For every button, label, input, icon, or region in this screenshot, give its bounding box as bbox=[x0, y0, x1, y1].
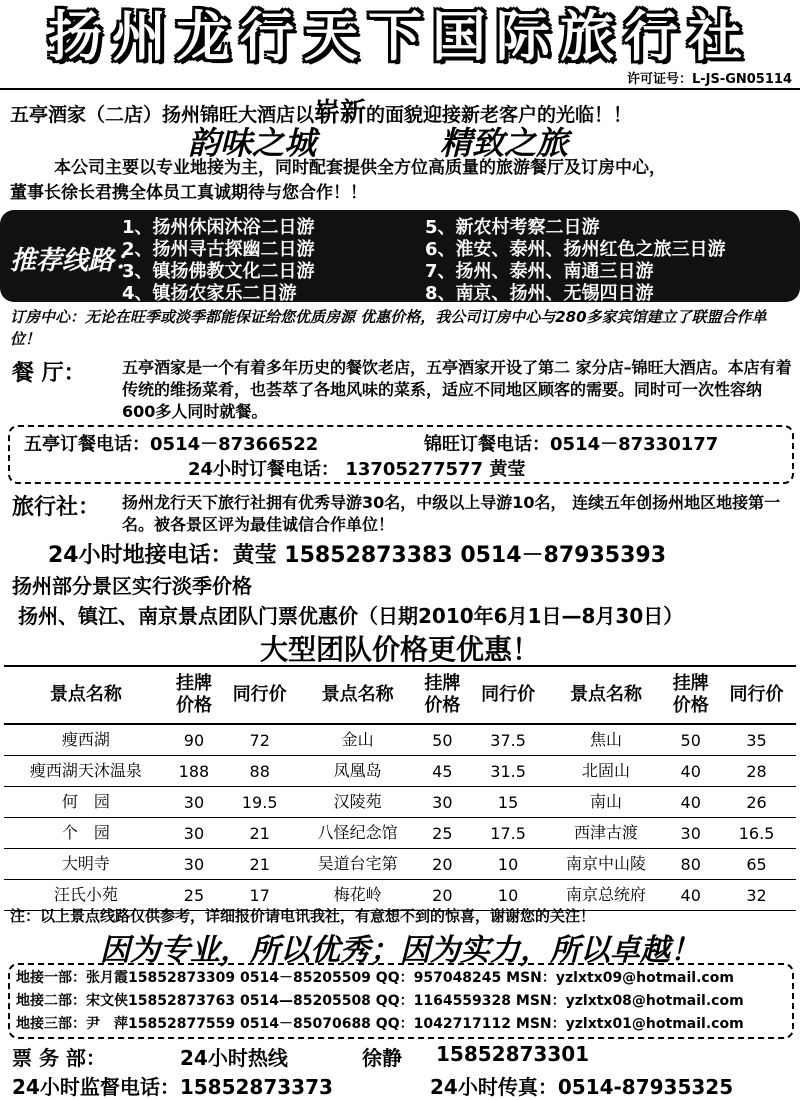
listed-price: 30 bbox=[664, 818, 717, 849]
route-item: 1、扬州休闲沐浴二日游 bbox=[122, 217, 315, 238]
scenic-spot-name: 大明寺 bbox=[4, 849, 168, 880]
listed-price: 30 bbox=[416, 787, 469, 818]
contact-row: 地接二部：宋文侠15852873763 0514—85205508 QQ：1164559328 MSN：yzlxtx08@hotmail.com bbox=[16, 993, 744, 1009]
table-row bbox=[4, 756, 796, 787]
ticket-contact-name: 徐静 bbox=[362, 1046, 402, 1070]
contact-box bbox=[8, 963, 794, 1039]
col-header: 景点名称 bbox=[299, 666, 416, 724]
intro-paragraph-1: 本公司主要以专业地接为主，同时配套提供全方位高质量的旅游餐厅及订房中心， bbox=[54, 158, 666, 178]
offseason-subheading: 扬州、镇江、南京景点团队门票优惠价（日期2010年6月1日—8月30日） bbox=[18, 604, 684, 628]
price-table-header bbox=[4, 666, 796, 724]
listed-price: 50 bbox=[416, 724, 469, 756]
scenic-spot-name: 北固山 bbox=[548, 756, 665, 787]
slogan-right: 精致之旅 bbox=[440, 124, 569, 162]
col-header: 景点名称 bbox=[548, 666, 665, 724]
col-header: 同行价 bbox=[220, 666, 299, 724]
route-item: 7、扬州、泰州、南通三日游 bbox=[425, 261, 654, 282]
col-header: 同行价 bbox=[717, 666, 796, 724]
peer-price: 16.5 bbox=[717, 818, 796, 849]
peer-price: 35 bbox=[717, 724, 796, 756]
listed-price: 25 bbox=[416, 818, 469, 849]
scenic-spot-name: 焦山 bbox=[548, 724, 665, 756]
col-header: 挂牌 价格 bbox=[664, 666, 717, 724]
route-item: 5、新农村考察二日游 bbox=[425, 217, 600, 238]
col-header: 同行价 bbox=[469, 666, 548, 724]
listed-price: 90 bbox=[168, 724, 221, 756]
listed-price: 40 bbox=[664, 880, 717, 911]
peer-price: 72 bbox=[220, 724, 299, 756]
listed-price: 20 bbox=[416, 849, 469, 880]
peer-price: 21 bbox=[220, 849, 299, 880]
ticket-phone: 15852873301 bbox=[436, 1042, 590, 1066]
booking-center-text: 订房中心：无论在旺季或淡季都能保证给您优质房源 优惠价格，我公司订房中心与280多家宾馆建立了联盟合作单位！ bbox=[10, 308, 767, 348]
agency-text: 扬州龙行天下旅行社拥有优秀导游30名，中级以上导游10名， 连续五年创扬州地区地接第一名。被各景区评为最佳诚信合作单位！ bbox=[122, 493, 781, 534]
offseason-heading: 扬州部分景区实行淡季价格 bbox=[12, 574, 252, 598]
listed-price: 80 bbox=[664, 849, 717, 880]
listed-price: 40 bbox=[664, 787, 717, 818]
peer-price: 28 bbox=[717, 756, 796, 787]
scenic-spot-name: 金山 bbox=[299, 724, 416, 756]
dining-phone-box bbox=[8, 425, 794, 484]
peer-price: 32 bbox=[717, 880, 796, 911]
contact-row: 地接三部：尹 萍15852877559 0514－85070688 QQ：1042717112 MSN：yzlxtx01@hotmail.com bbox=[16, 1016, 744, 1032]
peer-price: 26 bbox=[717, 787, 796, 818]
listed-price: 30 bbox=[168, 787, 221, 818]
routes-label: 推荐线路： bbox=[10, 246, 141, 276]
dining-label: 餐 厅： bbox=[12, 361, 86, 386]
peer-price: 31.5 bbox=[469, 756, 548, 787]
col-header: 挂牌 价格 bbox=[416, 666, 469, 724]
col-header: 挂牌 价格 bbox=[168, 666, 221, 724]
scenic-spot-name: 凤凰岛 bbox=[299, 756, 416, 787]
disclaimer-note: 注：以上景点线路仅供参考，详细报价请电讯我社，有意想不到的惊喜，谢谢您的关注！ bbox=[10, 907, 596, 925]
listed-price: 50 bbox=[664, 724, 717, 756]
route-item: 8、南京、扬州、无锡四日游 bbox=[425, 283, 654, 304]
scenic-spot-name: 西津古渡 bbox=[548, 818, 665, 849]
jinwang-phone: 锦旺订餐电话：0514－87330177 bbox=[424, 434, 719, 455]
intro-text-c: 的面貌迎接新老客户的光临！！ bbox=[366, 104, 633, 126]
listed-price: 30 bbox=[168, 849, 221, 880]
listed-price: 30 bbox=[168, 818, 221, 849]
listed-price: 188 bbox=[168, 756, 221, 787]
intro-text-a: 五亭酒家（二店）扬州锦旺大酒店以 bbox=[10, 104, 315, 126]
scenic-spot-name: 瘦西湖 bbox=[4, 724, 168, 756]
table-row bbox=[4, 787, 796, 818]
motto: 因为专业，所以优秀；因为实力，所以卓越！ bbox=[100, 933, 700, 968]
scenic-spot-name: 瘦西湖天沐温泉 bbox=[4, 756, 168, 787]
route-item: 4、镇扬农家乐二日游 bbox=[122, 283, 297, 304]
peer-price: 10 bbox=[469, 849, 548, 880]
intro-text-b: 崭新 bbox=[314, 98, 367, 128]
agency-24h-phone: 24小时地接电话：黄莹 15852873383 0514－87935393 bbox=[48, 543, 667, 568]
listed-price: 20 bbox=[416, 880, 469, 911]
listed-price: 40 bbox=[664, 756, 717, 787]
wuting-phone: 五亭订餐电话：0514－87366522 bbox=[24, 434, 319, 455]
scenic-spot-name: 汪氏小苑 bbox=[4, 880, 168, 911]
group-discount-title: 大型团队价格更优惠！ bbox=[259, 633, 540, 666]
ticket-label: 票 务 部： bbox=[12, 1046, 106, 1070]
peer-price: 17.5 bbox=[469, 818, 548, 849]
peer-price: 19.5 bbox=[220, 787, 299, 818]
scenic-spot-name: 八怪纪念馆 bbox=[299, 818, 416, 849]
contact-row: 地接一部：张月霞15852873309 0514－85205509 QQ：957048245 MSN：yzlxtx09@hotmail.com bbox=[16, 970, 734, 986]
license-number: 许可证号：L-JS-GN05114 bbox=[626, 72, 792, 87]
scenic-spot-name: 梅花岭 bbox=[299, 880, 416, 911]
intro-paragraph-2: 董事长徐长君携全体员工真诚期待与您合作！！ bbox=[10, 183, 367, 203]
peer-price: 17 bbox=[220, 880, 299, 911]
peer-price: 21 bbox=[220, 818, 299, 849]
peer-price: 15 bbox=[469, 787, 548, 818]
supervision-phone: 24小时监督电话：15852873373 bbox=[12, 1075, 333, 1099]
scenic-spot-name: 何 园 bbox=[4, 787, 168, 818]
route-item: 3、镇扬佛教文化二日游 bbox=[122, 261, 315, 282]
route-item: 6、淮安、泰州、扬州红色之旅三日游 bbox=[425, 239, 726, 260]
agency-label: 旅行社： bbox=[12, 495, 101, 520]
table-row bbox=[4, 849, 796, 880]
fax-number: 24小时传真：0514-87935325 bbox=[430, 1075, 734, 1099]
divider bbox=[0, 88, 800, 90]
peer-price: 88 bbox=[220, 756, 299, 787]
table-row bbox=[4, 724, 796, 756]
listed-price: 45 bbox=[416, 756, 469, 787]
col-header: 景点名称 bbox=[4, 666, 168, 724]
dining-text: 五亭酒家是一个有着多年历史的餐饮老店，五亭酒家开设了第二 家分店–锦旺大酒店。本店有着传统的维扬菜肴，也荟萃了各地风味的菜系，适应不同地区顾客的需要。同时可一次性容纳600多人同时就餐。 bbox=[122, 358, 792, 421]
peer-price: 37.5 bbox=[469, 724, 548, 756]
ticket-hotline: 24小时热线 bbox=[180, 1046, 288, 1070]
scenic-spot-name: 南京总统府 bbox=[548, 880, 665, 911]
slogan-left: 韵味之城 bbox=[188, 124, 317, 162]
table-row bbox=[4, 818, 796, 849]
scenic-spot-name: 吴道台宅第 bbox=[299, 849, 416, 880]
agency-title: 扬州龙行天下国际旅行社 bbox=[48, 4, 752, 68]
route-item: 2、扬州寻古探幽二日游 bbox=[122, 239, 315, 260]
scenic-spot-name: 南山 bbox=[548, 787, 665, 818]
peer-price: 65 bbox=[717, 849, 796, 880]
scenic-spot-name: 个 园 bbox=[4, 818, 168, 849]
listed-price: 25 bbox=[168, 880, 221, 911]
dining-24h-phone: 24小时订餐电话： 13705277577 黄莹 bbox=[188, 459, 526, 480]
price-table bbox=[4, 665, 796, 911]
scenic-spot-name: 南京中山陵 bbox=[548, 849, 665, 880]
peer-price: 10 bbox=[469, 880, 548, 911]
scenic-spot-name: 汉陵苑 bbox=[299, 787, 416, 818]
recommended-routes-panel bbox=[0, 210, 800, 302]
